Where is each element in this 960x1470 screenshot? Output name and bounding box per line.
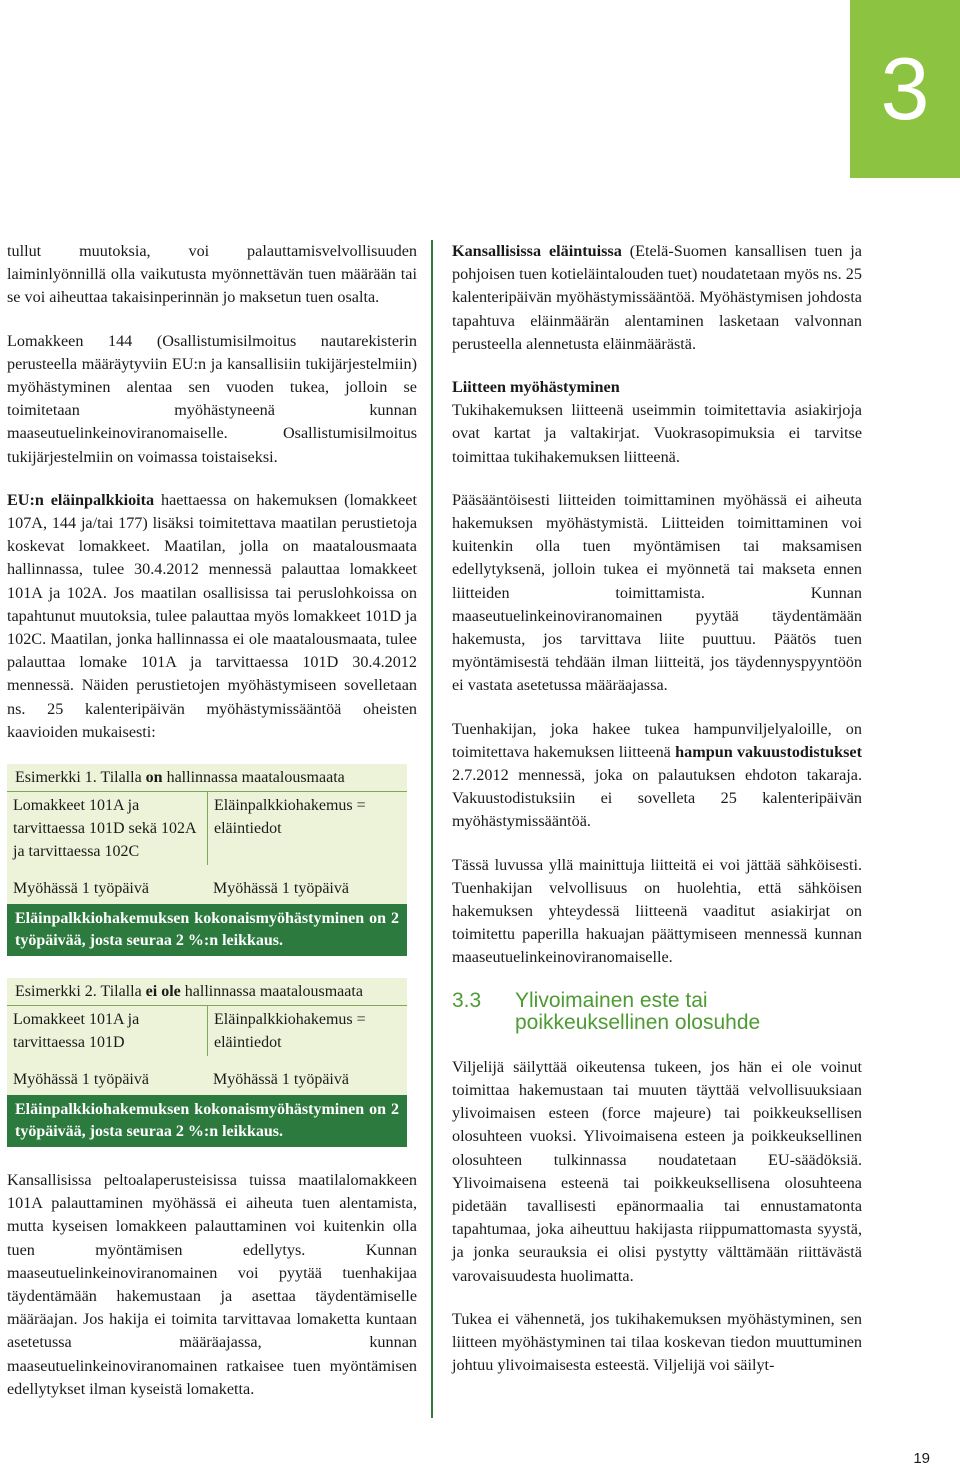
- hemp-certificates-term: hampun vakuustodistukset: [675, 742, 862, 761]
- example-1-delays: [7, 865, 407, 904]
- section-title: Ylivoimainen este tai poikkeuksellinen olosuhde: [515, 988, 761, 1034]
- right-column: [452, 240, 862, 1397]
- left-paragraph-4: Kansallisissa peltoalaperusteisissa tuissa maatilalomakkeen 101A palauttaminen myöhässä ei aiheuta tuen alentamista, mutta kyseisen lomakkeen palauttaminen voi kuitenkin olla tuen myöntämisen edellytys. Kunnan maaseutuelinkeinoviranomainen voi pyytää tuenhakijaa täydentämään hakemustaan ja asettaa täydentämiselle määräajan. Jos hakija ei toimita tarvittavaa lomaketta kuntaan asetetussa määräajassa, kunnan maaseutuelinkeinoviranomainen ratkaisee tuen myöntämisen edellytykset ilman kyseistä lomaketta.: [7, 1171, 417, 1398]
- example-1-grid: [7, 792, 407, 865]
- example-1-delay-right: Myöhässä 1 työpäivä: [213, 880, 349, 898]
- example-2-title-emphasis: ei ole: [145, 983, 181, 1001]
- example-1-delay-left: Myöhässä 1 työpäivä: [13, 880, 149, 898]
- example-1-title-end: hallinnassa maatalousmaata: [162, 769, 345, 787]
- section-heading: [452, 990, 862, 1034]
- example-box-1: [7, 764, 407, 956]
- example-2-delay-right: Myöhässä 1 työpäivä: [213, 1071, 349, 1089]
- example-2-delays: [7, 1056, 407, 1095]
- chapter-tab: [850, 0, 960, 178]
- example-1-forms-cell: Lomakkeet 101A ja tarvittaessa 101D sekä 102A ja tarvittaessa 102C: [13, 797, 196, 861]
- example-2-title: [7, 978, 407, 1006]
- attachment-delay-heading: Liitteen myöhästyminen: [452, 378, 620, 397]
- national-animal-aid-term: Kansallisissa eläintuissa: [452, 242, 622, 260]
- left-column: [7, 240, 417, 1421]
- example-2-result: Eläinpalkkiohakemuksen kokonaismyöhästyminen on 2 työpäivää, josta seuraa 2 %:n leikkaus.: [7, 1095, 407, 1147]
- example-1-application-cell: Eläinpalkkiohakemus = eläintiedot: [207, 792, 407, 865]
- example-2-delay-left: Myöhässä 1 työpäivä: [13, 1071, 149, 1089]
- example-1-title: [7, 764, 407, 792]
- chapter-number: 3: [880, 39, 930, 138]
- right-paragraph-3: Pääsääntöisesti liitteiden toimittaminen myöhässä ei aiheuta hakemuksen myöhästymistä. Liitteiden toimittaminen voi kuitenkin olla tuen myöntämisen tai maksamisen edellytyksenä, jolloin tukea ei myönnetä tai makseta ennen liitteiden toimittamista. Kunnan maaseutuelinkeinoviranomainen pyytää täydentämään hakemusta, jos tarvittava liite puuttuu. Päätös tuen myöntämisestä tehdään ilman liitteitä, jos täydennyspyyntöön ei vastata asetetussa määräajassa.: [452, 490, 862, 695]
- left-paragraph-1: tullut muutoksia, voi palauttamisvelvollisuuden laiminlyönnillä olla vaikutusta myönnettävän tuen määrään tai se voi aiheuttaa takaisinperinnän jo maksetun tuen osalta.: [7, 242, 417, 307]
- left-paragraph-2: Lomakkeen 144 (Osallistumisilmoitus nautarekisterin perusteella määräytyviin EU:n ja kansallisiin tukijärjestelmiin) myöhästyminen alentaa sen vuoden tukea, jolloin se toimitetaan myöhästyneenä kunnan maaseutuelinkeinoviranomaiselle. Osallistumisilmoitus tukijärjestelmiin on voimassa toistaiseksi.: [7, 331, 417, 466]
- right-paragraph-4-start: Tuenhakijan, joka hakee tukea hampunviljelyaloille, on toimitettava hakemuksen liitteenä: [452, 719, 862, 761]
- example-box-2: [7, 978, 407, 1147]
- column-divider: [431, 240, 433, 1418]
- right-paragraph-5: Tässä luvussa yllä mainittuja liitteitä ei voi jättää sähköisesti. Tuenhakijan velvollisuus on huolehtia, että sähköisen hakemuksen yhteydessä liitteenä vaaditut asiakirjat on toimitettu paperilla hakuajan päättymiseen mennessä kunnan maaseutuelinkeinoviranomaiselle.: [452, 855, 862, 967]
- right-paragraph-2-text: Tukihakemuksen liitteenä useimmin toimitettavia asiakirjoja ovat kartat ja valtakirjat. Vuokrasopimuksia ei tarvitse toimittaa tukihakemuksen liitteenä.: [452, 401, 862, 466]
- example-2-title-end: hallinnassa maatalousmaata: [180, 983, 363, 1001]
- example-1-title-emphasis: on: [145, 769, 163, 787]
- right-paragraph-4-end: 2.7.2012 mennessä, joka on palautuksen ehdoton takaraja. Vakuustodistuksiin ei sovelleta 25 kalenteripäivän myöhästymissääntöä.: [452, 766, 862, 831]
- right-paragraph-7: Tukea ei vähennetä, jos tukihakemuksen myöhästyminen, sen liitteen myöhästyminen tai tilaa koskevan tiedon muuttuminen johtuu ylivoimaisesta esteestä. Viljelijä voi säilyt-: [452, 1309, 862, 1375]
- left-paragraph-3: [7, 489, 417, 744]
- right-paragraph-2: [452, 376, 862, 469]
- right-paragraph-1: [452, 240, 862, 356]
- section-number: 3.3: [452, 988, 482, 1012]
- example-2-application-cell: Eläinpalkkiohakemus = eläintiedot: [207, 1006, 407, 1056]
- right-paragraph-6: Viljelijä säilyttää oikeutensa tukeen, jos hän ei ole voinut toimittaa hakemustaan tai muuten täyttää velvollisuuksiaan ylivoimaisen esteen (force majeure) tai poikkeuksellisen olosuhteen vuoksi. Ylivoimaisena esteen ja poikkeuksellinen olosuhteen tulkinnassa noudatetaan EU-säädöksiä. Ylivoimaisena esteenä tai poikkeuksellisena olosuhteena pidetään tavallisesti epänormaalia tai ennustamatonta tapahtumaa, joka aiheuttuu hakijasta riippumattomasta syystä, ja jonka seurauksia ei olisi pystytty välttämään riittävästä varovaisuudesta huolimatta.: [452, 1057, 862, 1285]
- example-1-result: Eläinpalkkiohakemuksen kokonaismyöhästyminen on 2 työpäivää, josta seuraa 2 %:n leikkaus.: [7, 904, 407, 956]
- right-paragraph-4: [452, 718, 862, 834]
- left-paragraph-3-text: haettaessa on hakemuksen (lomakkeet 107A, 144 ja/tai 177) lisäksi toimitettava maatilan perustietoja koskevat lomakkeet. Maatilan, jolla on maatalousmaata hallinnassa, tulee 30.4.2012 mennessä palauttaa lomakkeet 101A ja 102A. Jos maatilan osallisissa tai peruslohkoissa on tapahtunut muutoksia, tulee palauttaa myös lomakkeet 101D ja 102C. Maatilan, jonka hallinnassa ei ole maatalousmaata, tulee palauttaa lomake 101A ja tarvittaessa 101D 30.4.2012 mennessä. Näiden perustietojen myöhästymiseen sovelletaan ns. 25 kalenteripäivän myöhästymissääntöä oheisten kaavioiden mukaisesti:: [7, 490, 417, 741]
- page-number: 19: [913, 1450, 930, 1467]
- example-2-title-start: Esimerkki 2. Tilalla: [15, 983, 146, 1001]
- example-2-forms-cell: Lomakkeet 101A ja tarvittaessa 101D: [13, 1011, 140, 1052]
- example-1-title-start: Esimerkki 1. Tilalla: [15, 769, 146, 787]
- example-2-grid: [7, 1006, 407, 1056]
- eu-animal-premiums-term: EU:n eläinpalkkioita: [7, 490, 155, 509]
- right-paragraph-1-text: (Etelä-Suomen kansallisen tuen ja pohjoisen tuen kotieläintalouden tuet) noudatetaan myös ns. 25 kalenteripäivän myöhästymissääntöä. Myöhästymisen johdosta tapahtuva eläinmäärän alentaminen lasketaan valvonnan perusteella alennetusta eläinmäärästä.: [452, 242, 862, 353]
